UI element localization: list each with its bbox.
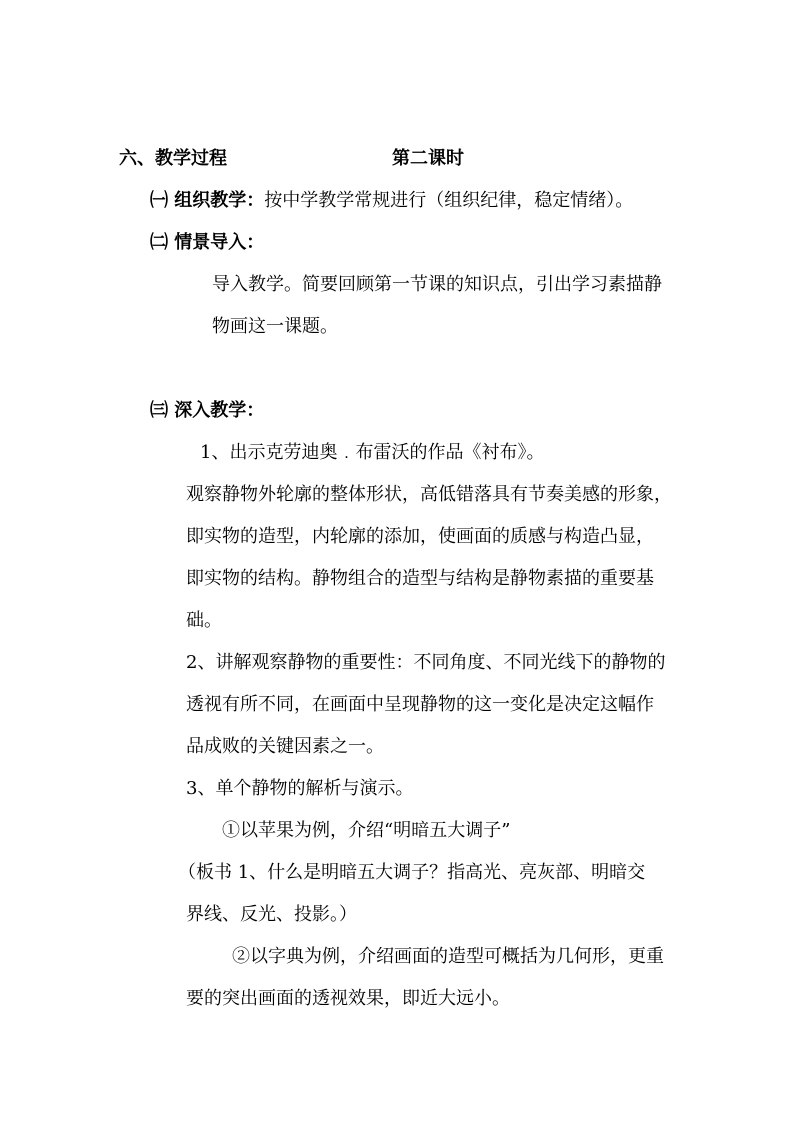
part2-line-1: 导入教学。简要回顾第一节课的知识点，引出学习素描静 — [212, 274, 662, 295]
part3-sub1: ①以苹果为例，介绍“明暗五大调子” — [222, 820, 511, 841]
part3-board1-line-1: （板书 1、什么是明暗五大调子？指高光、亮灰部、明暗交 — [178, 862, 646, 883]
part3-item2-line-3: 品成败的关键因素之一。 — [186, 736, 384, 757]
part3-para1-line-3: 即实物的结构。静物组合的造型与结构是静物素描的重要基 — [186, 568, 654, 589]
part2-line-2: 物画这一课题。 — [212, 316, 338, 337]
part3-item2-line-2: 透视有所不同，在画面中呈现静物的这一变化是决定这幅作 — [186, 694, 654, 715]
part1-label: ㈠ 组织教学： — [150, 190, 265, 211]
part1-text: 按中学教学常规进行（组织纪律，稳定情绪）。 — [264, 190, 634, 211]
part3-para1-line-1: 观察静物外轮廓的整体形状，高低错落具有节奏美感的形象， — [186, 484, 672, 505]
part3-sub2-line-2: 要的突出画面的透视效果，即近大远小。 — [186, 988, 510, 1009]
part1-line — [150, 188, 633, 214]
part3-board1-line-2: 界线、反光、投影。） — [186, 904, 357, 925]
part3-label: ㈢ 深入教学： — [150, 400, 265, 421]
section-heading: 六、教学过程 — [119, 148, 227, 169]
period-heading: 第二课时 — [392, 148, 464, 169]
part3-para1-line-4: 础。 — [186, 610, 222, 631]
part3-item1: 1、出示克劳迪奥﹒布雷沃的作品《衬布》。 — [200, 442, 545, 463]
part3-item3: 3、单个静物的解析与演示。 — [186, 778, 414, 799]
part3-para1-line-2: 即实物的造型，内轮廓的添加，使画面的质感与构造凸显， — [186, 526, 654, 547]
part2-label: ㈡ 情景导入： — [150, 232, 265, 253]
part3-sub2-line-1: ②以字典为例，介绍画面的造型可概括为几何形，更重 — [232, 946, 664, 967]
part3-item2-line-1: 2、讲解观察静物的重要性：不同角度、不同光线下的静物的 — [186, 652, 666, 673]
